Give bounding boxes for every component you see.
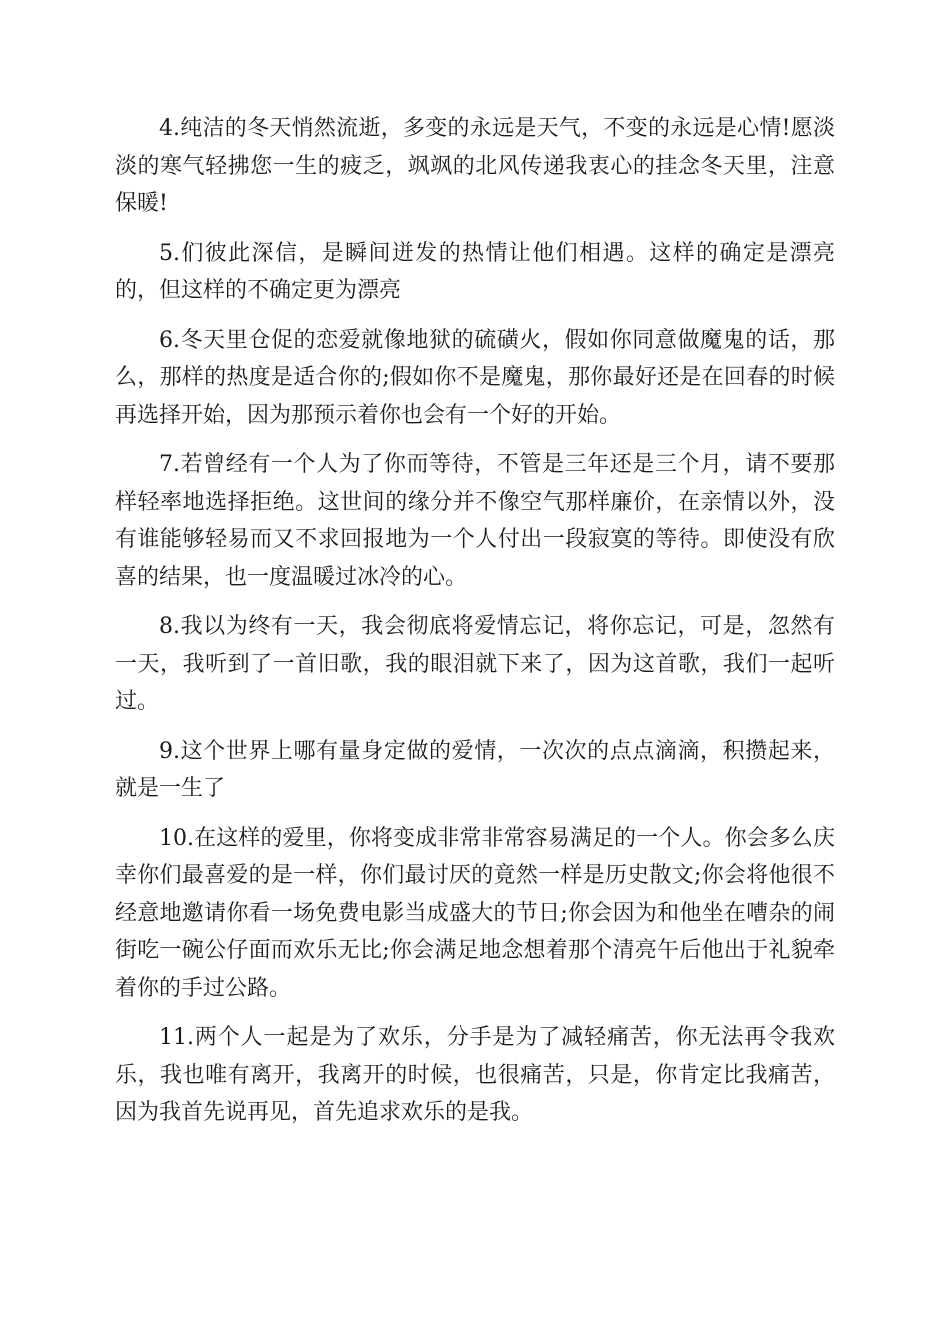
paragraph-8: 8.我以为终有一天，我会彻底将爱情忘记，将你忘记，可是，忽然有一天，我听到了一首旧歌，我的眼泪就下来了，因为这首歌，我们一起听过。	[115, 614, 835, 714]
paragraph-11: 11.两个人一起是为了欢乐，分手是为了减轻痛苦，你无法再令我欢乐，我也唯有离开，我离开的时候，也很痛苦，只是，你肯定比我痛苦，因为我首先说再见，首先追求欢乐的是我。	[115, 1025, 835, 1125]
paragraph-10: 10.在这样的爱里，你将变成非常非常容易满足的一个人。你会多么庆幸你们最喜爱的是一样，你们最讨厌的竟然一样是历史散文;你会将他很不经意地邀请你看一场免费电影当成盛大的节日;你会因为和他坐在嘈杂的闹街吃一碗公仔面而欢乐无比;你会满足地念想着那个清亮午后他出于礼貌牵着你的手过公路。	[115, 825, 835, 1001]
paragraph-9: 9.这个世界上哪有量身定做的爱情，一次次的点点滴滴，积攒起来，就是一生了	[115, 738, 835, 801]
paragraph-6: 6.冬天里仓促的恋爱就像地狱的硫磺火，假如你同意做魔鬼的话，那么，那样的热度是适合你的;假如你不是魔鬼，那你最好还是在回春的时候再选择开始，因为那预示着你也会有一个好的开始。	[115, 327, 835, 428]
document-body	[115, 110, 835, 1144]
paragraph-5: 5.们彼此深信，是瞬间迸发的热情让他们相遇。这样的确定是漂亮的，但这样的不确定更为漂亮	[115, 240, 835, 303]
paragraph-4: 4.纯洁的冬天悄然流逝，多变的永远是天气，不变的永远是心情!愿淡淡的寒气轻拂您一生的疲乏，飒飒的北风传递我衷心的挂念冬天里，注意保暖!	[115, 116, 835, 216]
paragraph-7: 7.若曾经有一个人为了你而等待，不管是三年还是三个月，请不要那样轻率地选择拒绝。这世间的缘分并不像空气那样廉价，在亲情以外，没有谁能够轻易而又不求回报地为一个人付出一段寂寞的等待。即使没有欣喜的结果，也一度温暖过冰冷的心。	[115, 452, 835, 590]
